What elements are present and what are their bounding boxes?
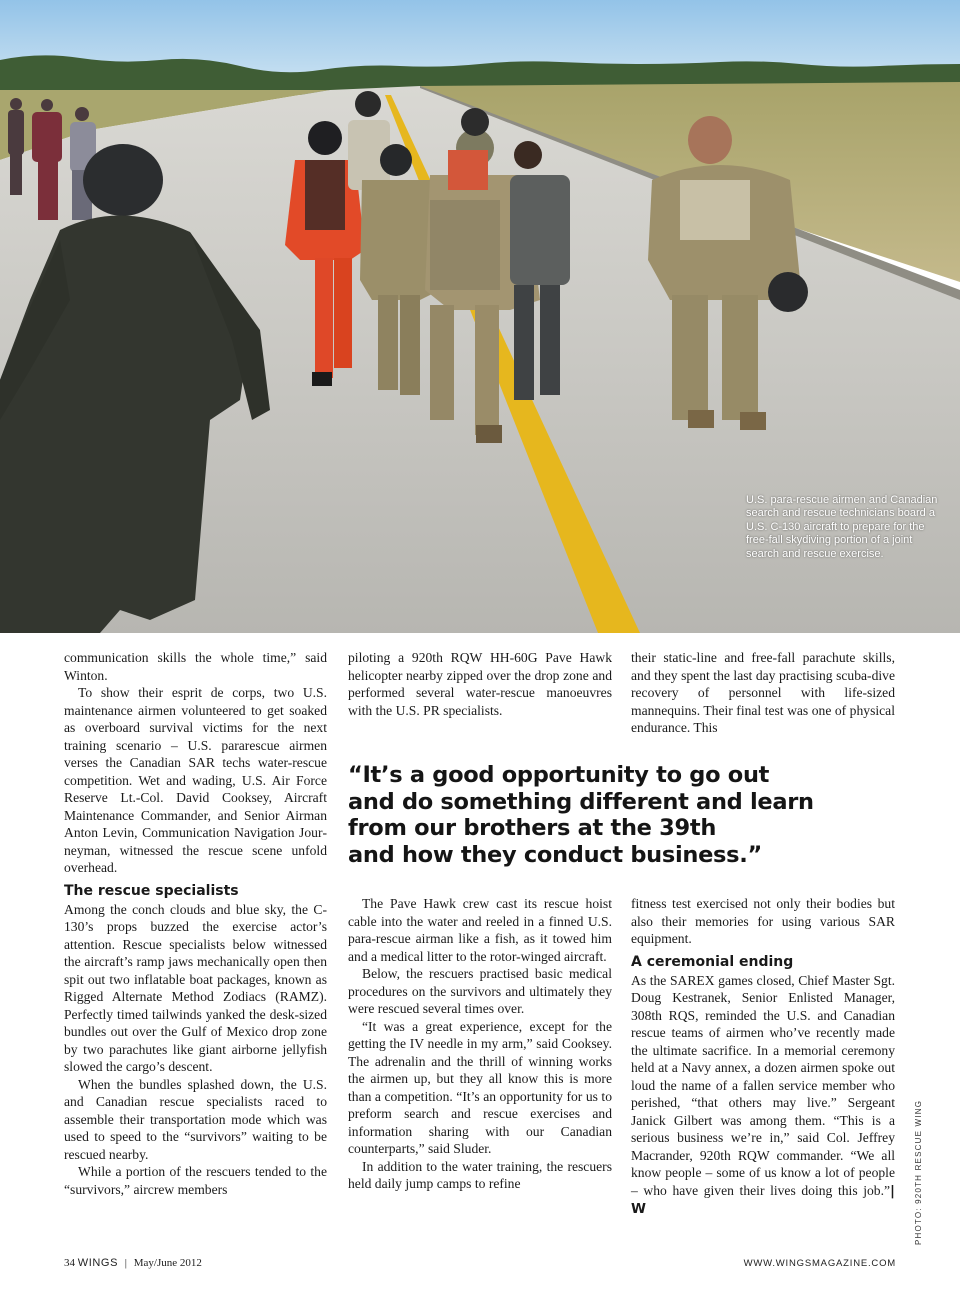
paragraph: The Pave Hawk crew cast its rescue hoist cable into the water and reeled in a finned U.S. para-rescue airman like a fish, as it towed him and a medical litter to the rotor-winged aircraft. (348, 896, 612, 964)
magazine-name: WINGS (77, 1257, 119, 1269)
column-1 (64, 649, 327, 1198)
paragraph: Among the conch clouds and blue sky, the C-130’s props buzzed the exercise actor’s attention. Rescue specialists below witnessed the aircraft’s ramp jaws mechanically open then spit out two inflatable boat packages, known as Rigged Alternate Method Zodiacs (RAMZ). Perfectly timed tailwinds yanked the desk-sized bundles out over the Gulf of Mexico drop zone by two parachutes like giant airborne jellyfish slowed the cargo’s descent. (64, 901, 327, 1074)
column-3-top (631, 649, 895, 737)
pull-quote-line: and do something different and learn (348, 788, 814, 815)
paragraph: communication skills the whole time,” said Winton. (64, 650, 327, 683)
paragraph: “It was a great experience, except for the getting the IV needle in my arm,” said Cooksey. The adrenalin and the thrill of winning works the airmen up, but they all know this is more than a competition. “It’s an opportunity for us to preform search and rescue exercises and information sharing with our Canadian counterparts,” said Sluder. (348, 1018, 612, 1156)
paragraph: While a portion of the rescuers tended to the “survivors,” aircrew members (64, 1164, 327, 1197)
paragraph (631, 972, 895, 1219)
pull-quote-line: and how they conduct business.” (348, 841, 762, 868)
column-3-bottom (631, 895, 895, 1219)
paragraph: When the bundles splashed down, the U.S. and Canadian rescue specialists raced to assemble their transportation mode which was used to speed to the “survivors” waiting to be rescued nearby. (64, 1076, 327, 1162)
website-link[interactable]: WWW.WINGSMAGAZINE.COM (743, 1258, 896, 1269)
hero-photo (0, 0, 960, 633)
paragraph: fitness test exercised not only their bodies but also their memories for using various SAR equipment. (631, 896, 895, 946)
section-heading: A ceremonial ending (631, 953, 794, 970)
paragraph-text: As the SAREX games closed, Chief Master Sgt. Doug Kestranek, Senior Enlisted Manager, 308th RQS, reminded the U.S. and Canadian rescue teams of airmen who’ve recently made the ultimate sacrifice. In a memorial ceremony held at a Navy annex, a dozen airmen spoke out loud the name of a fallen service member who perished, “that others may live.” Sergeant Janick Gilbert was among them. “This is a serious business we’re in,” said Col. Jeffrey Macrander, 920th RQW commander. “We all know people – some of us know a lot of people – who have given their lives doing this job.” (631, 972, 895, 1198)
footer-folio (64, 1257, 202, 1269)
section-heading: The rescue specialists (64, 882, 239, 899)
folio-separator: | (124, 1257, 127, 1269)
pull-quote-line: from our brothers at the 39th (348, 815, 717, 842)
paragraph: To show their esprit de corps, two U.S. maintenance airmen volunteered to get soaked as overboard survival victims for the next training scenario – U.S. pararescue airmen verses the Canadian SAR techs water-rescue competition. Wet and wading, U.S. Air Force Reserve Lt.-Col. David Cooksey, Aircraft Maintenance Commander, and Senior Airman Anton Levin, Communication Navigation Journeyman, witnessed the rescue scene unfold overhead. (64, 685, 327, 875)
column-2-bottom (348, 895, 612, 1193)
paragraph: piloting a 920th RQW HH-60G Pave Hawk helicopter nearby zipped over the drop zone and performed several water-rescue manoeuvres with the U.S. PR specialists. (348, 650, 612, 718)
column-2-top (348, 649, 612, 719)
paragraph: Below, the rescuers practised basic medical procedures on the survivors and ultimately they were rescued several times over. (348, 966, 612, 1016)
photo-caption: U.S. para-rescue airmen and Canadian search and rescue technicians board a U.S. C-130 aircraft to prepare for the free-fall skydiving portion of a joint search and rescue exercise. (746, 494, 938, 560)
issue-date: May/June 2012 (133, 1257, 202, 1269)
pull-quote (348, 762, 818, 868)
photo-credit: PHOTO: 920TH RESCUE WING (914, 1099, 923, 1245)
end-mark-icon: | W (631, 1182, 895, 1217)
paragraph: their static-line and free-fall parachute skills, and they spent the last day practising scuba-dive recovery of personnel with life-sized mannequins. Their final test was one of physical endurance. This (631, 650, 895, 735)
page-number: 34 (64, 1257, 75, 1269)
pull-quote-line: “It’s a good opportunity to go out (348, 762, 770, 788)
paragraph: In addition to the water training, the rescuers held daily jump camps to refine (348, 1158, 612, 1191)
